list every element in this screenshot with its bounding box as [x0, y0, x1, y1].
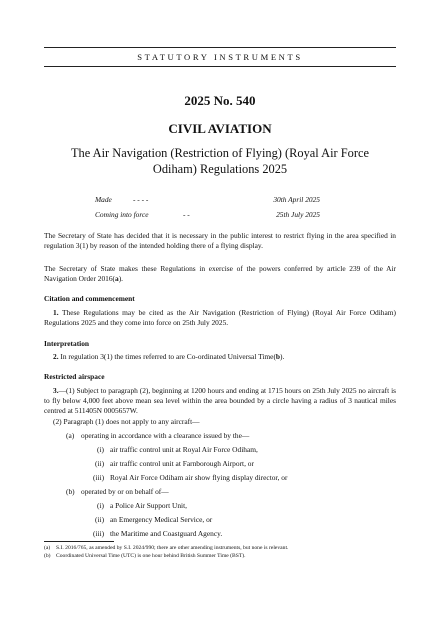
date-value: 25th July 2025: [276, 210, 320, 219]
reg-3-number: 3.: [53, 386, 59, 395]
list-item-text: the Maritime and Coastguard Agency.: [110, 529, 223, 538]
footnote-mark: (a): [44, 545, 51, 551]
preamble-decision: The Secretary of State has decided that it is necessary in the public interest to restrict flying in the area specified in regulation 3(1) by reason of the intended holding there of a flying display.: [44, 231, 396, 250]
list-item-mark: (a): [66, 431, 75, 440]
heading-interpretation: Interpretation: [44, 339, 90, 348]
preamble-powers: [44, 264, 396, 284]
list-item-text: an Emergency Medical Service, or: [110, 515, 213, 524]
footnote-text: Coordinated Universal Time (UTC) is one hour behind British Summer Time (BST).: [56, 553, 246, 559]
header-rule-bottom: [44, 66, 396, 67]
footnote-text: S.I. 2016/765, as amended by S.I. 2024/990; there are other amending instruments, but none is relevant.: [56, 545, 289, 551]
list-item-text: Royal Air Force Odiham air show flying display director, or: [110, 473, 288, 482]
footnote-b: [44, 553, 246, 559]
instrument-subject: CIVIL AVIATION: [168, 121, 272, 136]
list-item-text: air traffic control unit at Royal Air Force Odiham,: [110, 445, 258, 454]
preamble-powers-end: ).: [118, 274, 124, 283]
reg-3-text: —(1) Subject to paragraph (2), beginning at 1200 hours and ending at 1715 hours on 25th July 2025 no aircraft is to fly below 4,000 feet above mean sea level within the area bounded by a circle having a radius of 3 nautical miles centred at 511405N 0005657W.: [44, 386, 396, 415]
list-item-mark: (i): [97, 501, 104, 510]
list-item-mark: (i): [97, 445, 104, 454]
reg-3-paragraph-1: [44, 386, 396, 416]
footnote-rule: [44, 541, 114, 542]
reg-2-end: ).: [280, 352, 285, 361]
date-label: Made: [95, 195, 112, 204]
reg-3-paragraph-2: (2) Paragraph (1) does not apply to any aircraft—: [53, 417, 200, 426]
date-label: Coming into force: [95, 210, 149, 219]
reg-1-number: 1.: [53, 308, 59, 317]
list-item-text: operated by or on behalf of—: [81, 487, 169, 496]
header-rule-top: [44, 47, 396, 48]
list-item-mark: (b): [66, 487, 75, 496]
date-value: 30th April 2025: [273, 195, 320, 204]
heading-citation: Citation and commencement: [44, 294, 135, 303]
series-header: STATUTORY INSTRUMENTS: [137, 52, 303, 62]
list-item-mark: (iii): [93, 473, 105, 482]
reg-2-number: 2.: [53, 352, 59, 361]
list-item-mark: (ii): [95, 459, 105, 468]
reg-2-interpretation: [44, 352, 396, 362]
list-item-text: a Police Air Support Unit,: [110, 501, 187, 510]
footnote-mark: (b): [44, 553, 51, 559]
date-leader: - - - -: [133, 195, 149, 204]
list-item-text: air traffic control unit at Farnborough Airport, or: [110, 459, 254, 468]
footnote-ref-a: a: [115, 274, 119, 283]
list-item-mark: (ii): [95, 515, 105, 524]
instrument-number: 2025 No. 540: [184, 93, 256, 108]
footnote-ref-b: b: [275, 352, 281, 361]
list-item-mark: (iii): [93, 529, 105, 538]
list-item-text: operating in accordance with a clearance issued by the—: [81, 431, 250, 440]
reg-1-citation: [44, 308, 396, 328]
preamble-powers-text: The Secretary of State makes these Regulations in exercise of the powers conferred by article 239 of the Air Navigation Order 2016(: [44, 264, 396, 283]
footnote-a: [44, 545, 288, 551]
reg-2-text: In regulation 3(1) the times referred to are Co-ordinated Universal Time(: [60, 352, 276, 361]
heading-restricted-airspace: Restricted airspace: [44, 372, 105, 381]
reg-1-text: These Regulations may be cited as the Air Navigation (Restriction of Flying) (Royal Air Force Odiham) Regulations 2025 and they come into force on 25th July 2025.: [44, 308, 396, 327]
date-leader: - -: [183, 210, 190, 219]
instrument-title: The Air Navigation (Restriction of Flying) (Royal Air Force Odiham) Regulations 2025: [70, 146, 369, 176]
